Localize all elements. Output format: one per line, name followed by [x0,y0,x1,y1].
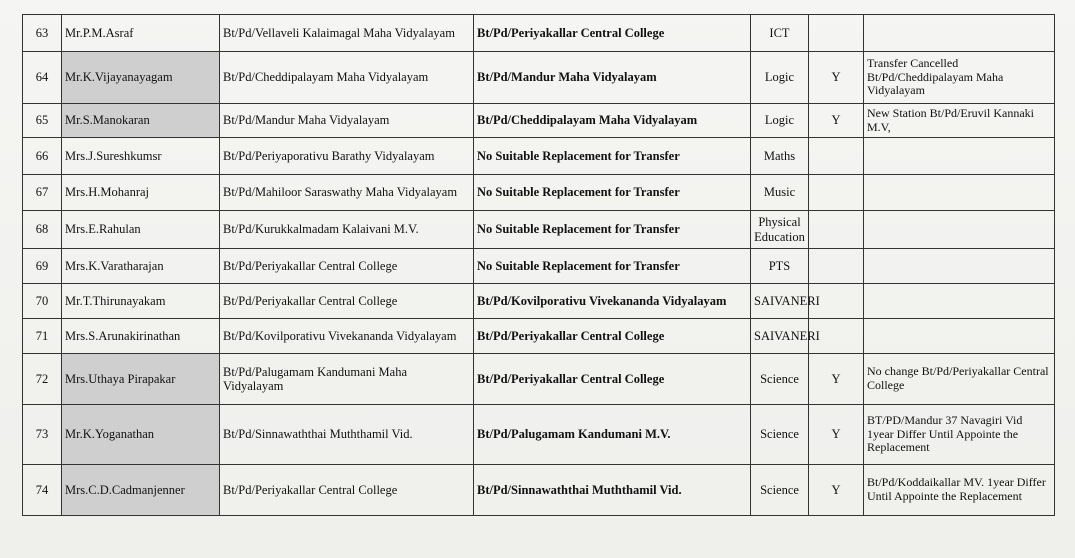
remarks-cell [864,175,1055,211]
current-school-cell: Bt/Pd/Palugamam Kandumani Maha Vidyalayam [220,354,474,405]
table-body [23,15,1055,516]
new-school-cell: Bt/Pd/Periyakallar Central College [474,15,751,52]
teacher-name-cell: Mr.T.Thirunayakam [62,284,220,319]
current-school-cell: Bt/Pd/Sinnawaththai Muththamil Vid. [220,405,474,465]
subject-cell: Maths [751,138,809,175]
row-number-cell: 70 [23,284,62,319]
teacher-name-cell: Mrs.J.Sureshkumsr [62,138,220,175]
appeal-flag-cell: Y [809,104,864,138]
table-row [23,175,1055,211]
new-school-cell: No Suitable Replacement for Transfer [474,249,751,284]
remarks-cell [864,249,1055,284]
new-school-cell: Bt/Pd/Cheddipalayam Maha Vidyalayam [474,104,751,138]
current-school-cell: Bt/Pd/Mahiloor Saraswathy Maha Vidyalayam [220,175,474,211]
subject-cell: PTS [751,249,809,284]
remarks-cell [864,211,1055,249]
remarks-cell [864,138,1055,175]
current-school-cell: Bt/Pd/Periyaporativu Barathy Vidyalayam [220,138,474,175]
new-school-cell: Bt/Pd/Mandur Maha Vidyalayam [474,52,751,104]
subject-cell: SAIVANERI [751,319,809,354]
remarks-cell: Transfer Cancelled Bt/Pd/Cheddipalayam Maha Vidyalayam [864,52,1055,104]
teacher-name-cell: Mrs.C.D.Cadmanjenner [62,465,220,516]
remarks-cell [864,284,1055,319]
new-school-cell: Bt/Pd/Palugamam Kandumani M.V. [474,405,751,465]
table-row [23,354,1055,405]
new-school-cell: Bt/Pd/Periyakallar Central College [474,319,751,354]
row-number-cell: 74 [23,465,62,516]
new-school-cell: Bt/Pd/Sinnawaththai Muththamil Vid. [474,465,751,516]
current-school-cell: Bt/Pd/Cheddipalayam Maha Vidyalayam [220,52,474,104]
subject-cell: SAIVANERI [751,284,809,319]
teacher-name-cell: Mrs.S.Arunakirinathan [62,319,220,354]
current-school-cell: Bt/Pd/Vellaveli Kalaimagal Maha Vidyalayam [220,15,474,52]
table-row [23,319,1055,354]
table-row [23,52,1055,104]
table-row [23,284,1055,319]
table-row [23,138,1055,175]
teacher-name-cell: Mrs.Uthaya Pirapakar [62,354,220,405]
row-number-cell: 72 [23,354,62,405]
current-school-cell: Bt/Pd/Mandur Maha Vidyalayam [220,104,474,138]
table-row [23,211,1055,249]
current-school-cell: Bt/Pd/Kovilporativu Vivekananda Vidyalayam [220,319,474,354]
row-number-cell: 73 [23,405,62,465]
row-number-cell: 71 [23,319,62,354]
teacher-name-cell: Mrs.E.Rahulan [62,211,220,249]
table-row [23,465,1055,516]
row-number-cell: 65 [23,104,62,138]
subject-cell: ICT [751,15,809,52]
new-school-cell: No Suitable Replacement for Transfer [474,211,751,249]
teacher-name-cell: Mrs.K.Varatharajan [62,249,220,284]
subject-cell: Logic [751,104,809,138]
appeal-flag-cell [809,211,864,249]
subject-cell: Science [751,465,809,516]
subject-cell: Physical Education [751,211,809,249]
appeal-flag-cell [809,15,864,52]
appeal-flag-cell: Y [809,52,864,104]
remarks-cell: Bt/Pd/Koddaikallar MV. 1year Differ Until Appointe the Replacement [864,465,1055,516]
remarks-cell [864,319,1055,354]
remarks-cell: No change Bt/Pd/Periyakallar Central College [864,354,1055,405]
teacher-name-cell: Mr.K.Yoganathan [62,405,220,465]
row-number-cell: 68 [23,211,62,249]
table-row [23,104,1055,138]
transfer-table [22,14,1055,516]
new-school-cell: No Suitable Replacement for Transfer [474,175,751,211]
row-number-cell: 67 [23,175,62,211]
table-row [23,405,1055,465]
teacher-name-cell: Mrs.H.Mohanraj [62,175,220,211]
row-number-cell: 69 [23,249,62,284]
subject-cell: Science [751,405,809,465]
subject-cell: Music [751,175,809,211]
teacher-name-cell: Mr.S.Manokaran [62,104,220,138]
remarks-cell [864,15,1055,52]
row-number-cell: 66 [23,138,62,175]
appeal-flag-cell: Y [809,354,864,405]
table-row [23,249,1055,284]
row-number-cell: 64 [23,52,62,104]
current-school-cell: Bt/Pd/Periyakallar Central College [220,249,474,284]
appeal-flag-cell: Y [809,405,864,465]
remarks-cell: BT/PD/Mandur 37 Navagiri Vid 1year Differ Until Appointe the Replacement [864,405,1055,465]
new-school-cell: Bt/Pd/Periyakallar Central College [474,354,751,405]
teacher-name-cell: Mr.K.Vijayanayagam [62,52,220,104]
remarks-cell: New Station Bt/Pd/Eruvil Kannaki M.V, [864,104,1055,138]
appeal-flag-cell [809,249,864,284]
subject-cell: Logic [751,52,809,104]
table-row [23,15,1055,52]
new-school-cell: No Suitable Replacement for Transfer [474,138,751,175]
subject-cell: Science [751,354,809,405]
current-school-cell: Bt/Pd/Kurukkalmadam Kalaivani M.V. [220,211,474,249]
new-school-cell: Bt/Pd/Kovilporativu Vivekananda Vidyalayam [474,284,751,319]
appeal-flag-cell: Y [809,465,864,516]
teacher-name-cell: Mr.P.M.Asraf [62,15,220,52]
appeal-flag-cell [809,138,864,175]
row-number-cell: 63 [23,15,62,52]
appeal-flag-cell [809,175,864,211]
current-school-cell: Bt/Pd/Periyakallar Central College [220,465,474,516]
current-school-cell: Bt/Pd/Periyakallar Central College [220,284,474,319]
